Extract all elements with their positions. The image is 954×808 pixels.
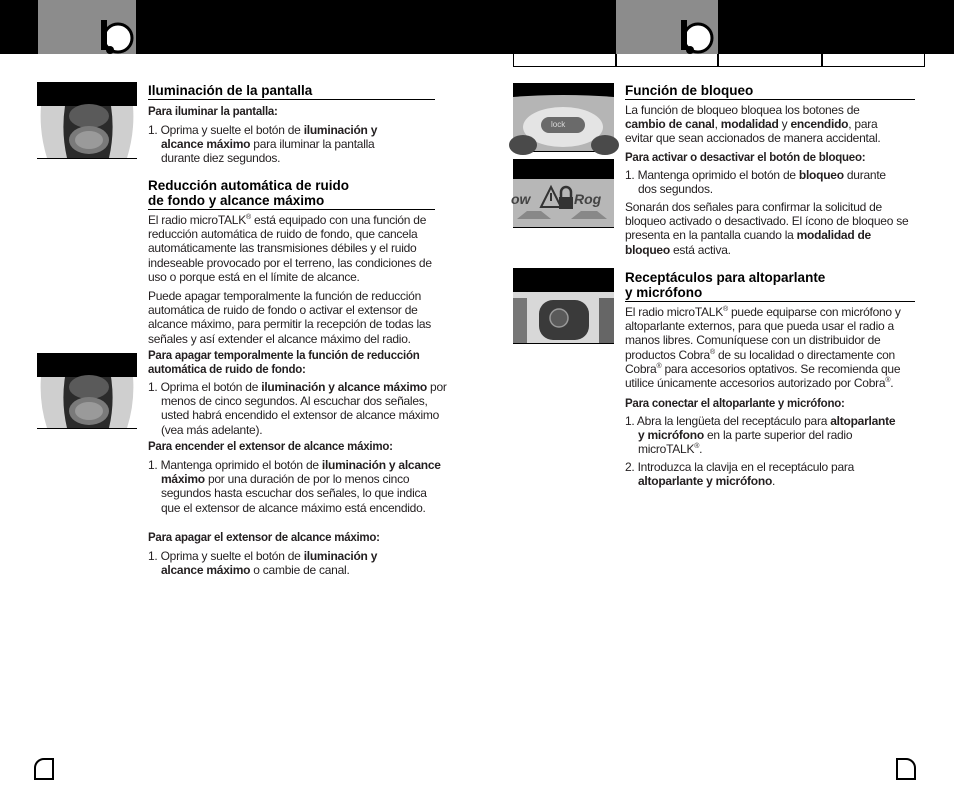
step-speaker-insert (625, 460, 898, 488)
display-mode-text-right: Rog (574, 191, 602, 207)
step-bold: iluminación y alcance máximo (161, 549, 378, 578)
step-backlight (148, 123, 401, 166)
subheading-range-on: Para encender el extensor de alcance máximo: (148, 441, 393, 453)
step-bold: altoparlante y micrófono (638, 474, 773, 489)
registered-mark: ® (656, 362, 662, 370)
step-bold: iluminación y alcance máximo (261, 380, 427, 394)
para-text: El radio microTALK (148, 213, 246, 227)
para-text: La función de bloqueo bloquea los botones de (625, 103, 860, 117)
step-text: 1. Oprima y suelte el botón de (148, 123, 304, 137)
step-bold: altoparlante y micrófono (638, 414, 896, 443)
para-text: , para evitar que sean accionados de manera accidental. (625, 117, 881, 146)
paragraph-lock-confirm (625, 200, 915, 257)
photo-lock-display (513, 159, 614, 228)
step-text: 1. Abra la lengüeta del receptáculo para (625, 414, 831, 428)
paragraph-noise-intro (148, 213, 436, 284)
step-bold: iluminación y alcance máximo (161, 123, 378, 152)
title-line: Receptáculos para altoparlante (625, 270, 826, 285)
step-bold: iluminación y alcance máximo (161, 458, 441, 487)
registered-mark: ® (694, 443, 700, 451)
section-title-speaker-jack (625, 270, 915, 302)
cobra-logo-icon (96, 16, 136, 56)
step-text: 1. Oprima y suelte el botón de (148, 549, 304, 563)
paragraph-speaker-intro (625, 305, 915, 390)
para-text: , (714, 117, 721, 132)
step-text: o cambie de canal. (250, 563, 350, 578)
para-text: Sonarán dos señales para confirmar la solicitud de bloqueo activado o desactivado. El ícono de bloqueo se presenta en la pantalla cuando la (625, 200, 909, 243)
subheading-backlight: Para iluminar la pantalla: (148, 106, 278, 118)
para-text: . (890, 376, 894, 391)
lock-button-label: lock (551, 120, 566, 129)
step-bold: bloqueo (798, 168, 844, 182)
title-line: de fondo y alcance máximo (148, 193, 325, 208)
step-lock-toggle (625, 168, 888, 196)
step-text: durante dos segundos. (638, 168, 886, 197)
step-text: 1. Mantenga oprimido el botón de (625, 168, 799, 182)
para-bold: cambio de canal (625, 117, 715, 132)
step-text: 1. Mantenga oprimido el botón de (148, 458, 322, 472)
para-text: y (778, 117, 791, 132)
subheading-noise-temp-off: Para apagar temporalmente la función de reducción automática de ruido de fondo: (148, 350, 420, 377)
step-text: en la parte superior del radio microTALK (638, 428, 853, 457)
section-title-lock: Función de bloqueo (625, 83, 915, 100)
nav-tab-1 (513, 54, 616, 67)
step-text: por una duración de por lo menos cinco segundos hasta escuchar dos señales, lo que indica que el extensor de alcance máximo está encendido. (161, 472, 427, 515)
step-text: . (772, 474, 776, 489)
nav-tab-2 (616, 54, 718, 67)
registered-mark: ® (245, 214, 251, 221)
step-range-off (148, 549, 406, 577)
step-text: . (699, 442, 703, 457)
paragraph-noise-off: Puede apagar temporalmente la función de reducción automática de ruido de fondo o activar el extensor de alcance máximo, para permitir la recepción de todas las señales y así extender el alcance máximo del radio. (148, 289, 432, 346)
para-text: para accesorios optativos. Se recomienda que utilice únicamente accesorios autorizado por Cobra (625, 361, 901, 391)
photo-backlight-button (37, 82, 137, 159)
title-line: Reducción automática de ruido (148, 178, 350, 193)
page-corner-right (896, 758, 916, 780)
para-bold: modalidad de bloqueo (625, 228, 871, 257)
step-text: para iluminar la pantalla durante diez segundos. (161, 137, 375, 166)
para-bold: encendido (790, 117, 849, 132)
para-text: El radio microTALK (625, 305, 723, 319)
step-speaker-open (625, 414, 898, 457)
display-mode-text-left: ow (511, 191, 531, 207)
para-text: puede equiparse con micrófono y altoparlante externos, para que pueda usar el radio a manos libres. Comuníquese con un distribuidor de productos Cobra (625, 305, 901, 362)
photo-range-button (37, 353, 137, 429)
registered-mark: ® (709, 348, 715, 356)
paragraph-lock-intro (625, 103, 895, 146)
step-text: 1. Oprima el botón de (148, 380, 262, 394)
registered-mark: ® (885, 377, 891, 385)
section-title-backlight: Iluminación de la pantalla (148, 83, 435, 100)
para-text: de su localidad o directamente con Cobra (625, 347, 895, 376)
subheading-speaker-connect: Para conectar el altoparlante y micrófono: (625, 398, 845, 410)
page-corner-left (34, 758, 54, 780)
step-range-on (148, 458, 441, 515)
para-text: está activa. (669, 242, 731, 257)
para-bold: modalidad (720, 117, 779, 132)
para-text: está equipado con una función de reducción automática de ruido de fondo, que cancela automáticamente las transmisiones débiles y el ruido indeseable provocado por el terreno, las condiciones de uso o porque está en el límite de alcance. (148, 213, 432, 284)
nav-tab-4 (822, 54, 925, 67)
cobra-logo-icon (676, 16, 716, 56)
subheading-range-off: Para apagar el extensor de alcance máximo: (148, 532, 380, 544)
nav-tab-3 (718, 54, 822, 67)
step-text: 2. Introduzca la clavija en el receptáculo para (625, 460, 855, 474)
photo-lock-button (513, 83, 614, 152)
subheading-lock-toggle: Para activar o desactivar el botón de bloqueo: (625, 152, 866, 164)
section-title-noise-reduction (148, 178, 435, 210)
step-text: por menos de cinco segundos. Al escuchar dos señales, usted habrá encendido el extensor de alcance máximo (vea más adelante). (161, 380, 447, 437)
photo-speaker-jack (513, 268, 614, 344)
title-line: y micrófono (625, 285, 703, 300)
step-noise-temp-off (148, 380, 449, 437)
registered-mark: ® (722, 306, 728, 313)
